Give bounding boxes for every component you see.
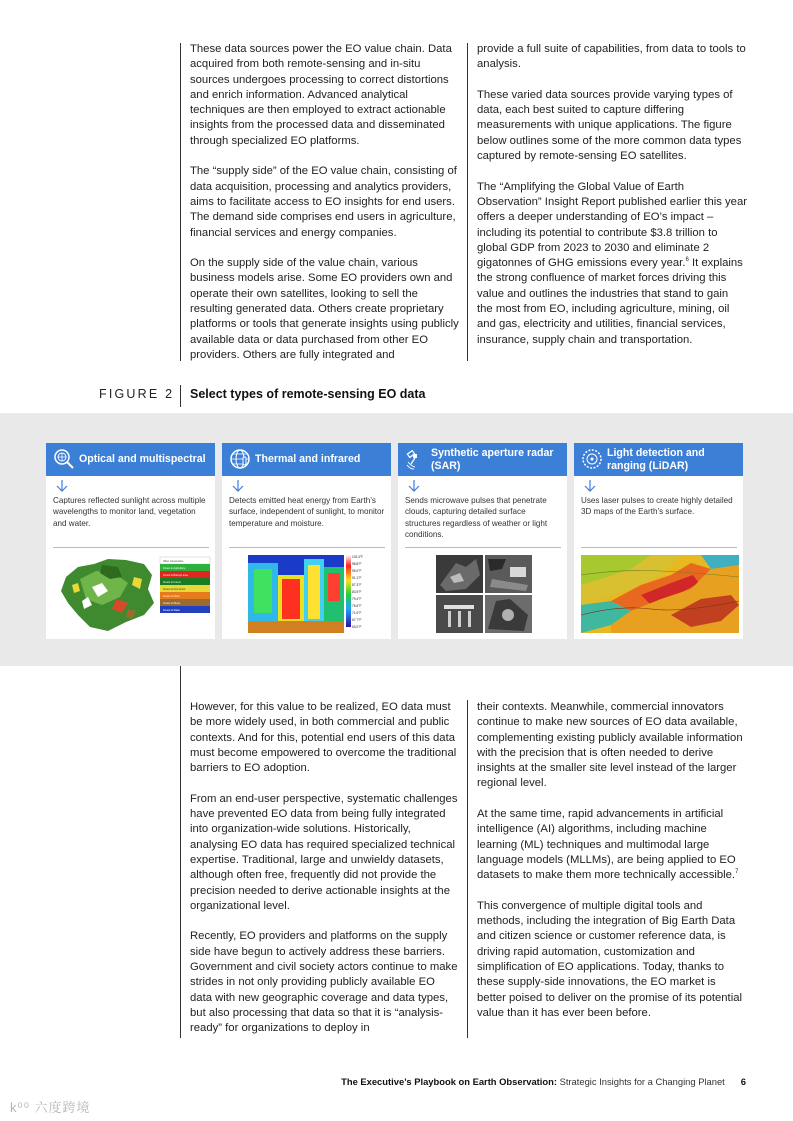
svg-text:91.1°F: 91.1°F — [352, 576, 362, 580]
svg-text:Forest to Built-up area: Forest to Built-up area — [163, 574, 188, 577]
card-title: Thermal and infrared — [255, 453, 361, 466]
card-description: Sends microwave pulses that penetrate clouds, capturing detailed surface structures regardless of weather or light conditions. — [405, 496, 548, 540]
svg-text:Forest to Other: Forest to Other — [163, 595, 180, 598]
card-description: Detects emitted heat energy from Earth’s surface, independent of sunlight, to monitor temperature and moisture. — [229, 496, 385, 528]
figure-band — [0, 413, 793, 666]
paragraph: The “Amplifying the Global Value of Earth Observation” Insight Report published earlier this year offers a deeper understanding of EO’s impact – including its potential to contribute $3.8 trillion to global GDP from 2023 to 2030 and eliminate 2 gigatonnes of GHG emissions every year.$^6$ It explains the strong confluence of market forces driving this value and outlines the industries that stand to gain the most from EO, including agriculture, mining, oil and gas, electricity and utilities, financial services, insurance, supply chain and transportation. — [477, 180, 748, 346]
card-description: Captures reflected sunlight across multiple wavelengths to monitor land, vegetation and water. — [53, 496, 206, 528]
figure-label: FIGURE 2 — [99, 387, 175, 401]
watermark: k⁰⁰ 六度跨境 — [10, 1100, 91, 1115]
card-description: Uses laser pulses to create highly detailed 3D maps of the Earth’s surface. — [581, 496, 733, 517]
chevron-down-icon — [55, 479, 69, 493]
svg-text:Forest to Forest: Forest to Forest — [163, 581, 181, 584]
top-left-column — [190, 42, 460, 379]
svg-text:95.0°F: 95.0°F — [352, 569, 362, 573]
top-right-rule — [467, 43, 468, 361]
magnifier-globe-icon — [53, 448, 75, 470]
paragraph: At the same time, rapid advancements in artificial intelligence (AI) algorithms, including machine learning (ML) techniques and multimodal large language models (MLLMs), are being applied to EO datasets to make them more technically accessible.$^7$ — [477, 808, 739, 882]
card-lidar — [574, 443, 743, 639]
thermometer-globe-icon — [229, 448, 251, 470]
paragraph: This convergence of multiple digital tools and methods, including the integration of Big Earth Data and citizen science or customer reference data, is driving rapid automation, customization and simplification of EO applications. Today, thanks to these supply-side innovations, the EO market is better poised to deliver on the promise of its potential value than it has ever been before. — [477, 899, 743, 1019]
paragraph: Recently, EO providers and platforms on the supply side have begun to actively address these barriers. Government and civil society actors continue to make strides in not only providing publicly available EO data with new geographic coverage and data types, but also processing that data so that it is “analysis-ready” for organizations to deploy in — [190, 930, 458, 1035]
svg-text:71.6°F: 71.6°F — [352, 611, 362, 615]
card-title: Optical and multispectral — [79, 453, 206, 466]
lidar-globe-icon — [581, 448, 603, 470]
paragraph: provide a full suite of capabilities, from data to tools to analysis. — [477, 43, 746, 71]
svg-text:67.7°F: 67.7°F — [352, 618, 362, 622]
svg-text:Forest to Non-forest: Forest to Non-forest — [163, 588, 186, 591]
optical-land-cover-map — [56, 555, 211, 633]
chevron-down-icon — [231, 479, 245, 493]
card-header — [574, 443, 743, 476]
card-header — [222, 443, 391, 476]
svg-text:79.4°F: 79.4°F — [352, 597, 362, 601]
card-divider — [229, 547, 385, 548]
svg-text:102.0°F: 102.0°F — [352, 555, 364, 559]
card-header — [398, 443, 567, 476]
card-optical — [46, 443, 215, 639]
svg-text:75.6°F: 75.6°F — [352, 604, 362, 608]
map-legend — [160, 557, 210, 613]
top-left-rule — [180, 43, 181, 361]
bottom-right-column — [477, 700, 747, 1037]
paragraph: These data sources power the EO value chain. Data acquired from both remote-sensing and in-situ sources undergoes processing to correct distortions and enrich information. Advanced analytical techniques are then employed to extract actionable insights from the processed data and disseminated through specialized EO platforms. — [190, 43, 452, 147]
card-title: Light detection and ranging (LiDAR) — [607, 447, 705, 472]
chevron-down-icon — [407, 479, 421, 493]
footer-title-bold: The Executive’s Playbook on Earth Observation: — [341, 1076, 557, 1087]
card-header — [46, 443, 215, 476]
page-footer — [341, 1076, 746, 1087]
card-divider — [53, 547, 209, 548]
svg-text:Forest to Agriculture: Forest to Agriculture — [163, 567, 186, 570]
sar-image-grid — [436, 555, 532, 633]
svg-text:Forest to Water: Forest to Water — [163, 609, 181, 612]
svg-text:87.3°F: 87.3°F — [352, 583, 362, 587]
svg-text:83.5°F: 83.5°F — [352, 590, 362, 594]
card-thermal — [222, 443, 391, 639]
paragraph: From an end-user perspective, systematic challenges have prevented EO data from being fully integrated into organization-wide solutions. Historically, analysing EO data has required specialized technical expertise. Traditional, large and unwieldy datasets, although often free, frequently did not provide the precision needed to derive actionable insights at the organizational level. — [190, 792, 458, 912]
svg-text:98.8°F: 98.8°F — [352, 562, 362, 566]
page-number: 6 — [740, 1076, 746, 1087]
paragraph: On the supply side of the value chain, various business models arise. Some EO providers own and operate their own satellites, looking to sell the resulting generated data. Others create proprietary platforms or tools that generate insights using publicly available data or data purchased from other EO providers. Others are fully integrated and — [190, 257, 459, 361]
card-divider — [581, 547, 737, 548]
svg-text:Other conversions: Other conversions — [163, 560, 184, 563]
card-divider — [405, 547, 561, 548]
card-title: Synthetic aperture radar (SAR) — [431, 447, 554, 472]
svg-text:Forest to Mines: Forest to Mines — [163, 602, 181, 605]
paragraph: These varied data sources provide varying types of data, each best suited to capture differing measurements with unique applications. The figure below outlines some of the more common data types captured by remote-sensing EO satellites. — [477, 88, 742, 163]
card-sar — [398, 443, 567, 639]
bottom-right-rule — [467, 700, 468, 1038]
bottom-left-rule — [180, 666, 181, 1038]
paragraph: The “supply side” of the EO value chain, consisting of data acquisition, processing and analytics providers, aims to facilitate access to EO insights for end users. The demand side comprises end users in agriculture, financial services and energy companies. — [190, 165, 457, 239]
satellite-icon — [405, 448, 427, 470]
bottom-left-column — [190, 700, 460, 1052]
footer-title-rest: Strategic Insights for a Changing Planet — [556, 1076, 725, 1087]
top-right-column — [477, 42, 747, 363]
lidar-elevation-map — [581, 555, 739, 633]
svg-text:63.0°F: 63.0°F — [352, 625, 362, 629]
figure-rule — [180, 385, 181, 407]
figure-heading — [0, 387, 793, 405]
chevron-down-icon — [583, 479, 597, 493]
thermal-image — [248, 555, 370, 633]
paragraph: their contexts. Meanwhile, commercial innovators continue to make new sources of EO data available, complementing existing publicly available information with the precision that is often needed to derive insights at the smaller site level instead of the larger regional level. — [477, 701, 743, 790]
paragraph: However, for this value to be realized, EO data must be more widely used, in both commercial and public contexts. And for this, potential end users of this data must become empowered to overcome the traditional barriers to EO adoption. — [190, 701, 457, 775]
figure-title: Select types of remote-sensing EO data — [190, 387, 426, 401]
